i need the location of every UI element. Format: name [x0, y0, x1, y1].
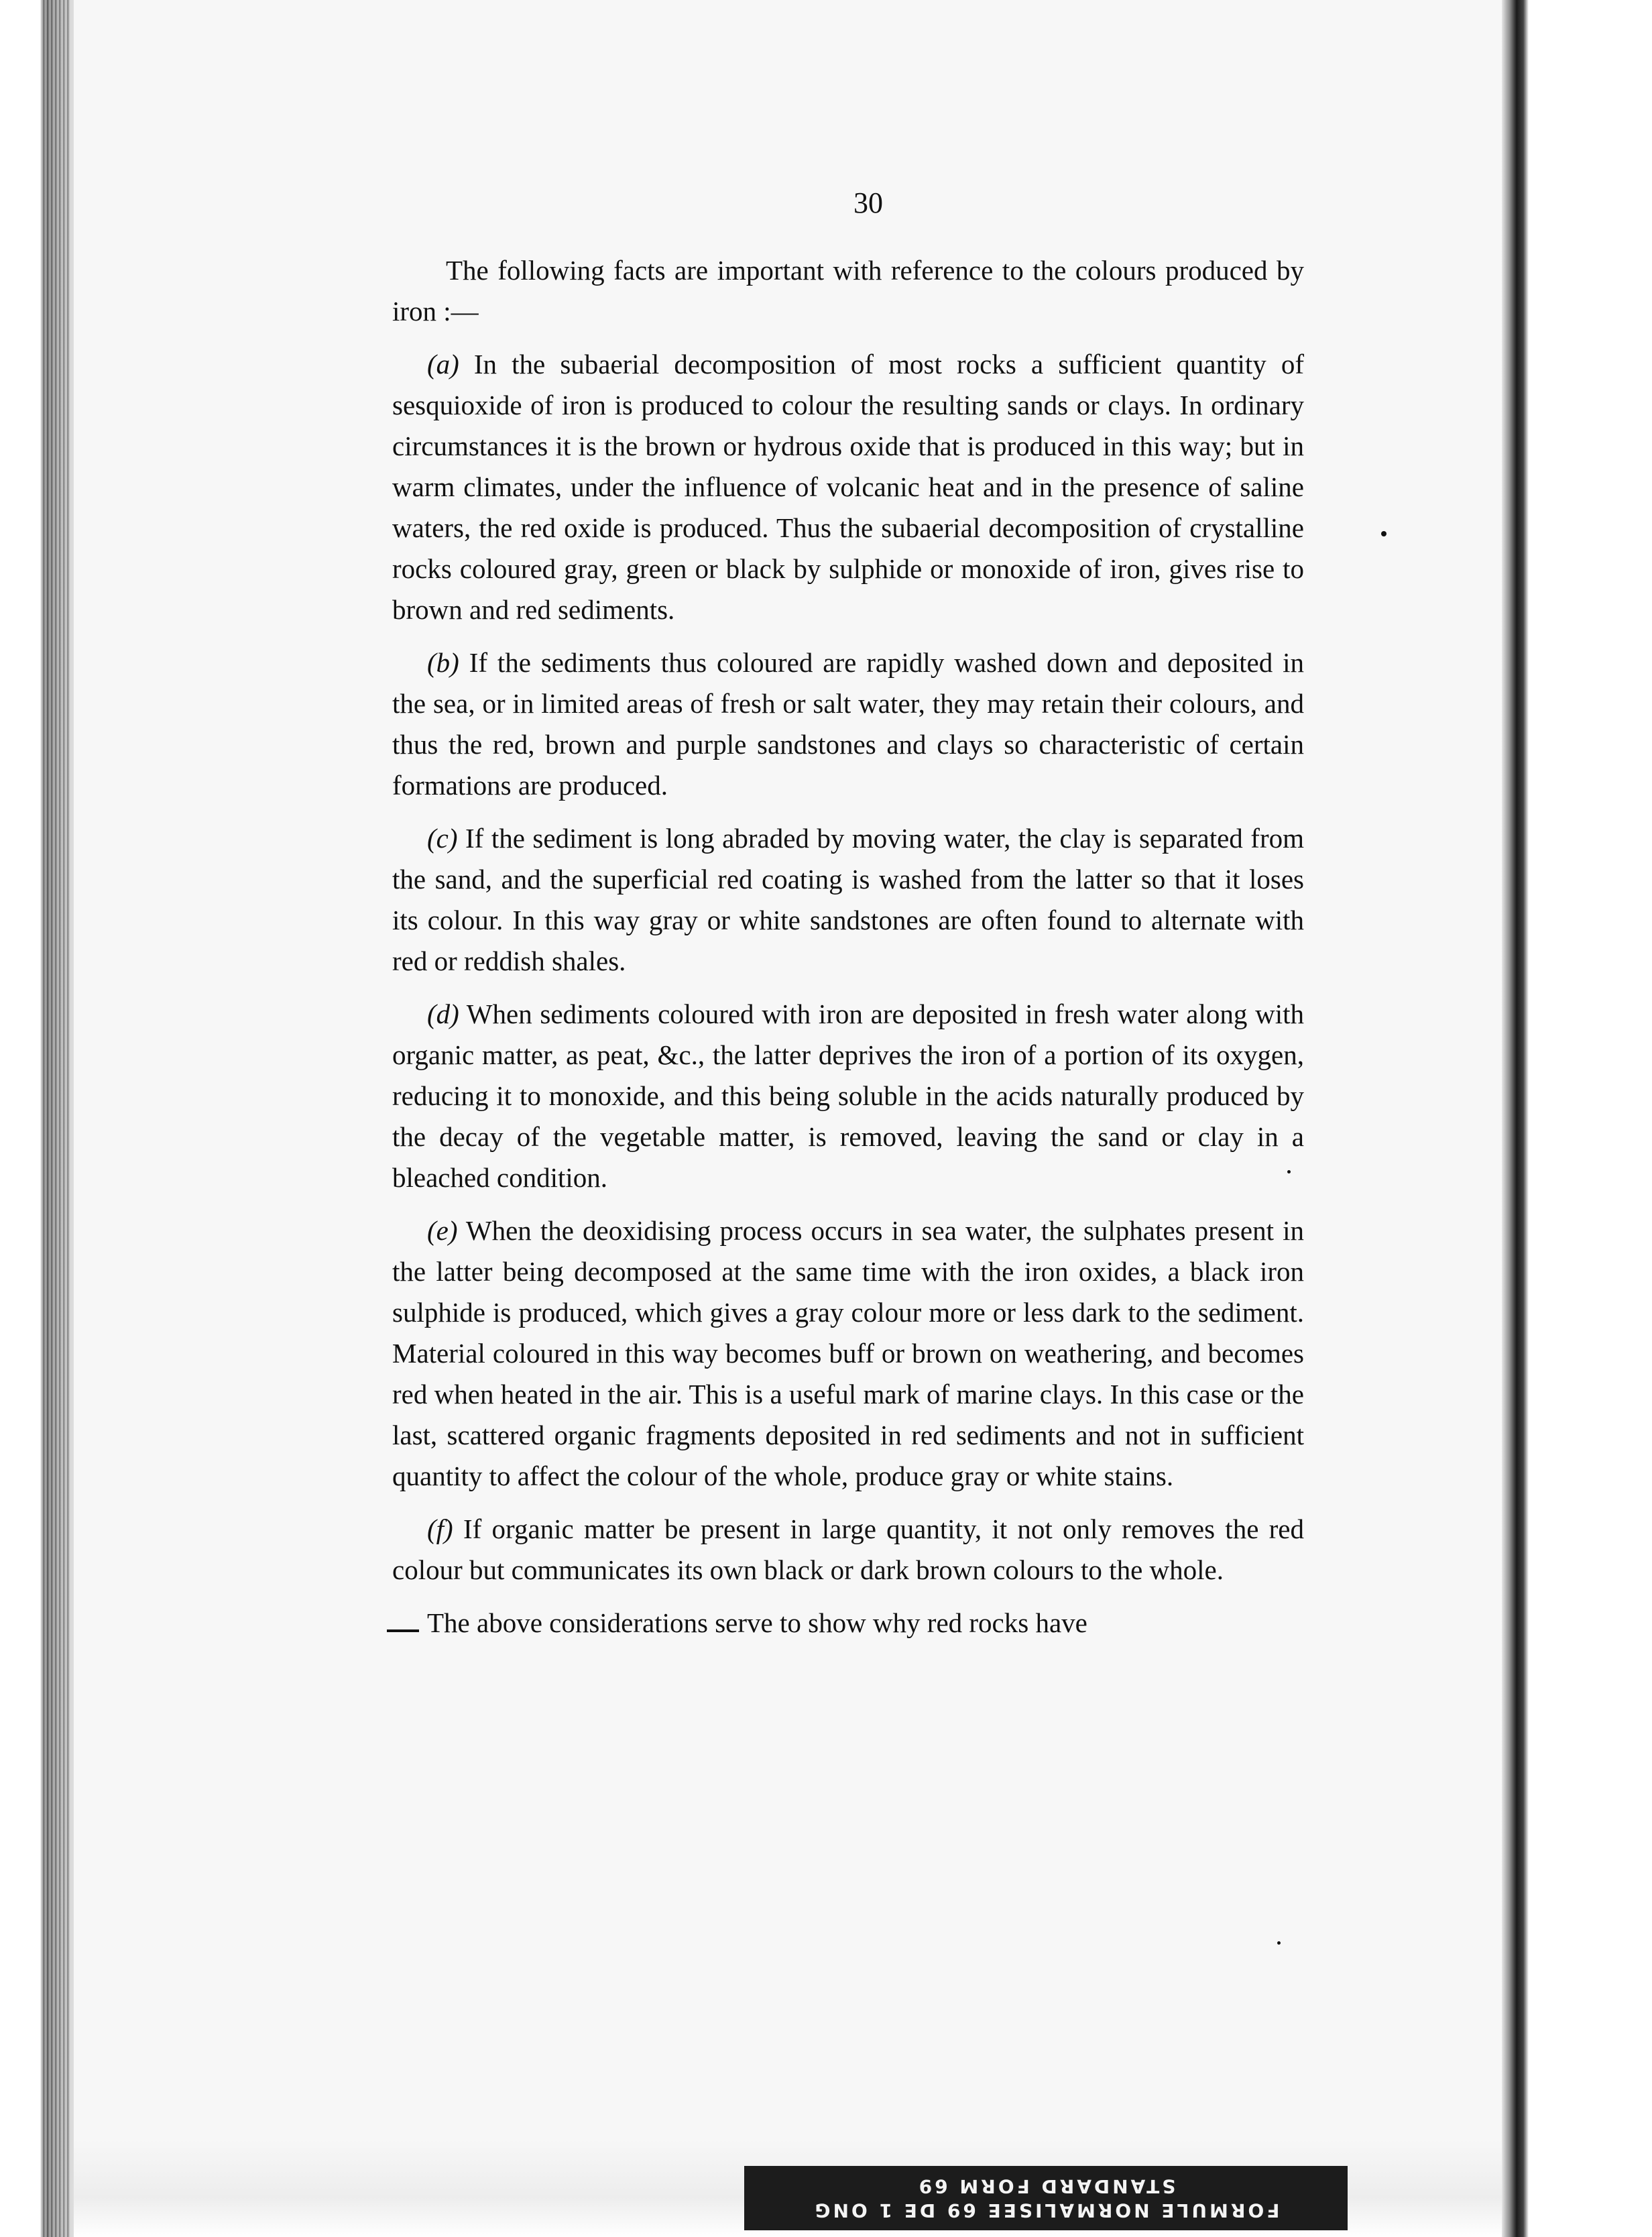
paragraph-label: (a)	[427, 349, 459, 380]
paragraph-a	[392, 344, 1304, 630]
page-number: 30	[853, 186, 883, 219]
stamp-line-1: FORMULE NORMALISEE 69 DE 1 ONG	[812, 2199, 1280, 2222]
page-stack-edge	[43, 0, 70, 2237]
right-margin	[1529, 0, 1652, 2237]
paragraph-label: (d)	[427, 998, 459, 1029]
paragraph-text: If the sediment is long abraded by moving water, the clay is separated from the sand, and the superficial red coating is washed from the latter so that it loses its colour. In this way gray or white sandstones are often found to alternate with red or reddish shales.	[392, 823, 1304, 976]
paragraph-d	[392, 994, 1304, 1198]
paragraph-b	[392, 642, 1304, 806]
paragraph-label: (f)	[427, 1513, 453, 1544]
paragraph-f	[392, 1509, 1304, 1591]
paragraph-text: If the sediments thus coloured are rapidly washed down and deposited in the sea, or in limited areas of fresh or salt water, they may retain their colours, and thus the red, brown and purple sandstones and clays so characteristic of certain formations are produced.	[392, 647, 1305, 801]
paragraph-label: (c)	[427, 823, 458, 854]
paragraph-text: In the subaerial decomposition of most rocks a sufficient quantity of sesquioxide of iron is produced to colour the resulting sands or clays. In ordinary circumstances it is the brown or hydrous oxide that is produced in this way; but in warm climates, under the influence of volcanic heat and in the presence of saline waters, the red oxide is produced. Thus the subaerial decomposition of crystalline rocks coloured gray, green or black by sulphide or monoxide of iron, gives rise to brown and red sediments.	[392, 349, 1304, 625]
page-gutter-shadow	[1502, 0, 1529, 2237]
ink-speck	[1277, 1941, 1281, 1945]
closing-line: The above considerations serve to show why red rocks have	[392, 1603, 1304, 1644]
paragraph-text: When the deoxidising process occurs in sea water, the sulphates present in the latter being decomposed at the same time with the iron oxides, a black iron sulphide is produced, which gives a gray colour more or less dark to the sediment. Material coloured in this way becomes buff or brown on weathering, and becomes red when heated in the air. This is a useful mark of marine clays. In this case or the last, scattered organic fragments deposited in red sediments and not in sufficient quantity to affect the colour of the whole, produce gray or white stains.	[392, 1215, 1305, 1491]
ink-speck	[1381, 531, 1386, 536]
page-text	[392, 182, 1304, 1656]
paragraph-label: (b)	[427, 647, 459, 678]
paragraph-text: When sediments coloured with iron are deposited in fresh water along with organic matter, as peat, &c., the latter deprives the iron of a portion of its oxygen, reducing it to monoxide, and this being soluble in the acids naturally produced by the decay of the vegetable matter, is removed, leaving the sand or clay in a bleached condition.	[392, 998, 1304, 1193]
paragraph-label: (e)	[427, 1215, 458, 1246]
intro-paragraph: The following facts are important with reference to the colours produced by iron :—	[392, 255, 1304, 327]
stamp-line-2: STANDARD FORM 69	[916, 2175, 1176, 2197]
archival-form-stamp	[744, 2166, 1348, 2230]
paragraph-c	[392, 818, 1304, 982]
paragraph-text: If organic matter be present in large quantity, it not only removes the red colour but communicates its own black or dark brown colours to the whole.	[392, 1513, 1305, 1585]
paragraph-e	[392, 1210, 1304, 1497]
